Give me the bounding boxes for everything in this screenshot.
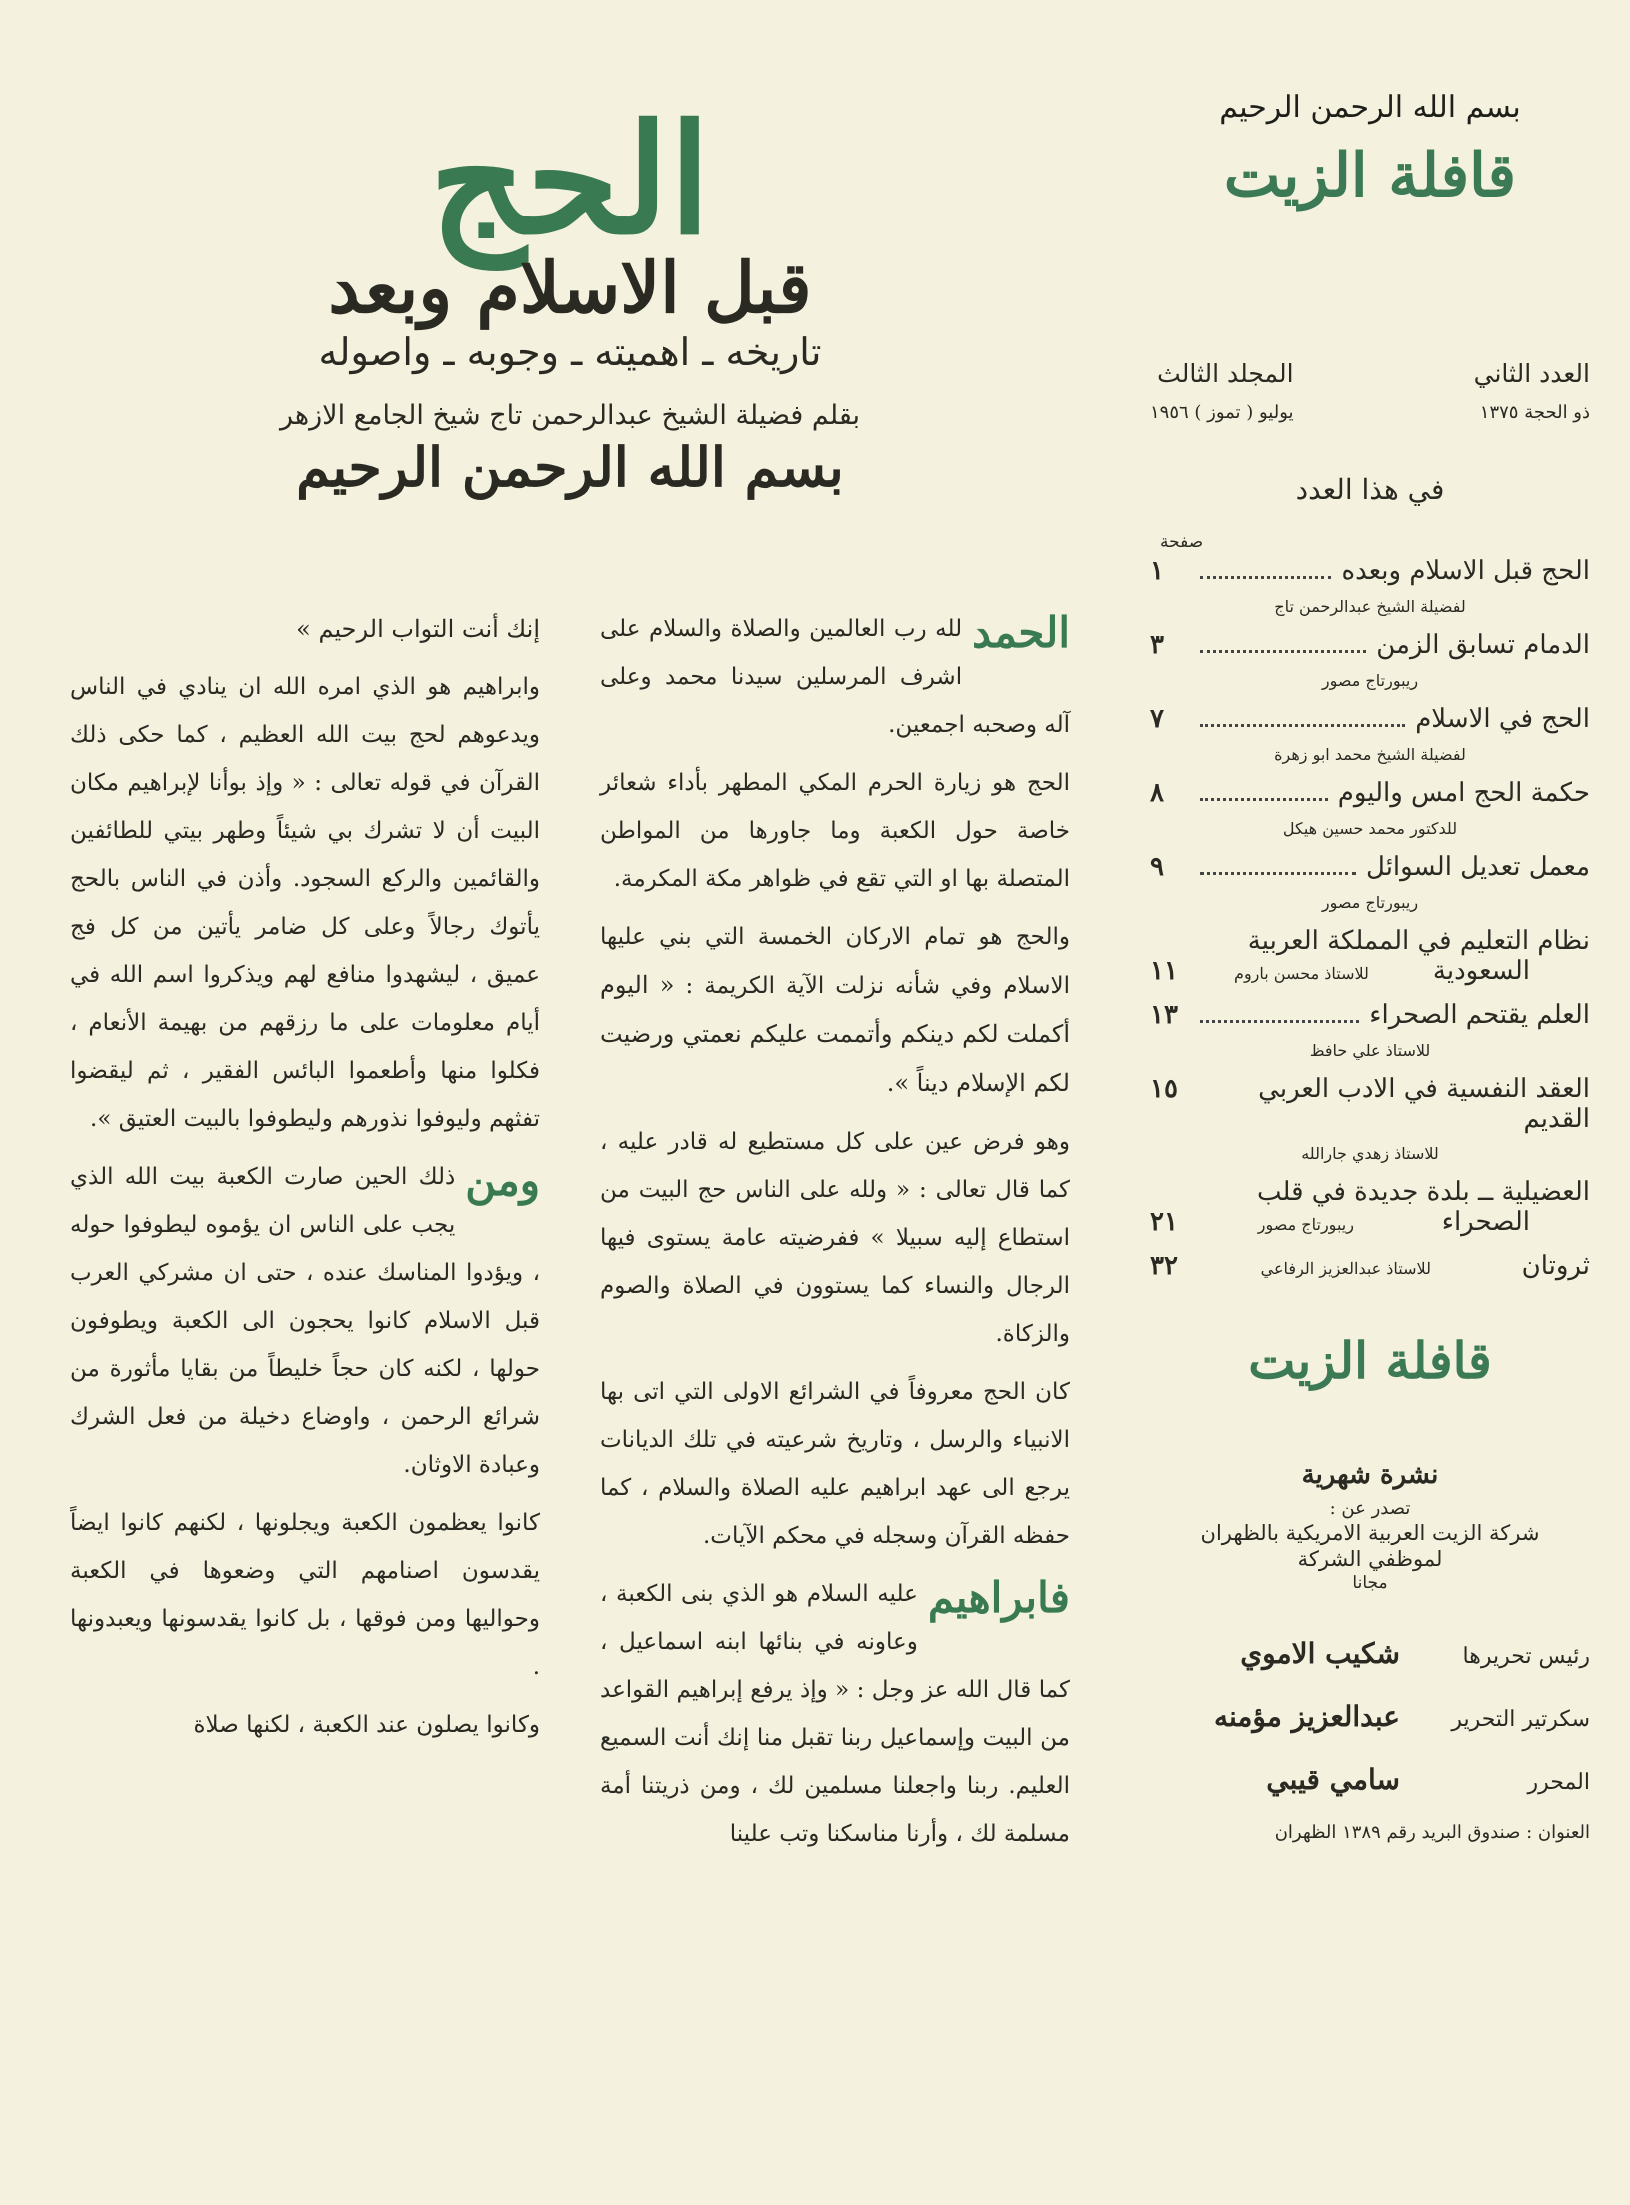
toc-title: ثروتان bbox=[1521, 1251, 1590, 1281]
lead-word: ومن bbox=[465, 1156, 540, 1205]
paragraph: وكانوا يصلون عند الكعبة ، لكنها صلاة bbox=[193, 1712, 540, 1738]
issue-info bbox=[1150, 359, 1590, 423]
toc-page: ٢١ bbox=[1150, 1207, 1178, 1237]
publisher-name: شركة الزيت العربية الامريكية بالظهران bbox=[1200, 1521, 1540, 1545]
toc-author: ريبورتاج مصور bbox=[1257, 1215, 1354, 1234]
magazine-title: قافلة الزيت bbox=[1223, 141, 1517, 211]
toc-page: ٧ bbox=[1150, 704, 1164, 734]
toc-page: ١٣ bbox=[1150, 1000, 1178, 1030]
quran-verse: إنك أنت التواب الرحيم » bbox=[296, 615, 540, 643]
toc-title: العقد النفسية في الادب العربي القديم bbox=[1258, 1074, 1590, 1134]
magazine-title-secondary: قافلة الزيت bbox=[1248, 1331, 1492, 1390]
article-byline: بقلم فضيلة الشيخ عبدالرحمن تاج شيخ الجامع الازهر bbox=[280, 400, 860, 431]
toc-author: للاستاذ عبدالعزيز الرفاعي bbox=[1260, 1259, 1431, 1278]
quran-verse: « اليوم أكملت لكم دينكم وأتممت عليكم نعمتي ورضيت لكم الإسلام ديناً ». bbox=[600, 971, 1070, 1097]
toc-item bbox=[1150, 1074, 1590, 1163]
toc-page: ١٥ bbox=[1150, 1074, 1178, 1104]
staff-role: سكرتير التحرير bbox=[1451, 1707, 1590, 1732]
toc-page: ١١ bbox=[1150, 956, 1178, 986]
paragraph: وابراهيم هو الذي امره الله ان ينادي في الناس ويدعوهم لحج بيت الله العظيم ، كما حكى ذلك القرآن في قوله تعالى : « وإذ بوأنا لإبراهيم مكان البيت أن لا تشرك بي شيئاً وطهر بيتي للطائفين والقائمين والركع السجود. وأذن في الناس بالحج يأتوك رجالاً وعلى كل ضامر يأتين من كل فج عميق ، ليشهدوا منافع لهم ويذكروا اسم الله في أيام معلومات على ما رزقهم من بهيمة الأنعام ، فكلوا منها وأطعموا البائس الفقير ، ثم ليقضوا تفثهم وليوفوا نذورهم وليطوفوا بالبيت العتيق ». bbox=[70, 674, 540, 1132]
volume-label: المجلد الثالث bbox=[1157, 359, 1294, 388]
toc-title-cont: الصحراء bbox=[1441, 1207, 1530, 1237]
toc-item bbox=[1150, 630, 1590, 690]
staff-name: شكيب الاموي bbox=[1240, 1637, 1400, 1670]
toc-title: الحج قبل الاسلام وبعده bbox=[1341, 556, 1590, 586]
toc-item bbox=[1150, 1251, 1590, 1281]
paragraph-text: عليه السلام هو الذي بنى الكعبة ، وعاونه في بنائها ابنه اسماعيل ، كما قال الله عز وجل : « وإذ يرفع إبراهيم القواعد من البيت وإسماعيل ربنا تقبل منا إنك أنت السميع العليم. ربنا واجعلنا مسلمين لك ، ومن ذريتنا أمة مسلمة لك ، وأرنا مناسكنا وتب علينا bbox=[600, 1581, 1070, 1847]
paragraph: وهو فرض عين على كل مستطيع له قادر عليه ، كما قال تعالى : « ولله على الناس حج البيت من استطاع إليه سبيلا » ففرضيته عامة يستوى فيها الرجال والنساء كما يستوون في الصلاة والصوم والزكاة. bbox=[600, 1129, 1070, 1347]
paragraph: الحج هو زيارة الحرم المكي المطهر بأداء شعائر خاصة حول الكعبة وما جاورها من المواطن المتصلة بها او التي تقع في ظواهر مكة المكرمة. bbox=[600, 770, 1070, 892]
paragraph-text: والحج هو تمام الاركان الخمسة التي بني عليها الاسلام وفي شأنه نزلت الآية الكريمة : bbox=[600, 924, 1070, 999]
masthead-sidebar bbox=[1150, 90, 1590, 1843]
article-columns bbox=[70, 605, 1070, 2205]
toc-heading: في هذا العدد bbox=[1295, 473, 1445, 506]
toc-author: ريبورتاج مصور bbox=[1321, 893, 1419, 912]
toc-title: نظام التعليم في المملكة العربية bbox=[1247, 926, 1590, 956]
table-of-contents bbox=[1150, 556, 1590, 1281]
toc-item bbox=[1150, 778, 1590, 838]
paragraph-text: لله رب العالمين والصلاة والسلام على اشرف المرسلين سيدنا محمد وعلى آله وصحبه اجمعين. bbox=[600, 616, 1070, 738]
paragraph bbox=[600, 1570, 1070, 1858]
staff-row bbox=[1150, 1700, 1590, 1733]
paragraph bbox=[70, 1153, 540, 1489]
postal-address: العنوان : صندوق البريد رقم ١٣٨٩ الظهران bbox=[1274, 1822, 1590, 1843]
lead-word: الحمد bbox=[972, 608, 1070, 657]
publication-type: نشرة شهرية bbox=[1301, 1460, 1439, 1490]
article-tagline: تاريخه ـ اهميته ـ وجوبه ـ واصوله bbox=[318, 330, 822, 374]
paragraph bbox=[600, 605, 1070, 749]
toc-page: ١ bbox=[1150, 556, 1164, 586]
article-column-right bbox=[600, 605, 1070, 1868]
toc-author: لفضيلة الشيخ محمد ابو زهرة bbox=[1274, 745, 1466, 764]
hijri-date: ذو الحجة ١٣٧٥ bbox=[1479, 402, 1590, 423]
article-column-left bbox=[70, 605, 540, 1759]
toc-author: لفضيلة الشيخ عبدالرحمن تاج bbox=[1274, 597, 1466, 616]
toc-page-label: صفحة bbox=[1160, 532, 1204, 552]
publisher-audience: لموظفي الشركة bbox=[1297, 1547, 1443, 1571]
toc-title: العلم يقتحم الصحراء bbox=[1369, 1000, 1590, 1030]
toc-item bbox=[1150, 1177, 1590, 1237]
toc-page: ٣ bbox=[1150, 630, 1164, 660]
toc-title: الدمام تسابق الزمن bbox=[1376, 630, 1590, 660]
paragraph: كان الحج معروفاً في الشرائع الاولى التي اتى بها الانبياء والرسل ، وتاريخ شرعيته في تلك الديانات يرجع الى عهد ابراهيم عليه الصلاة والسلام ، كما حفظه القرآن وسجله في محكم الآيات. bbox=[600, 1379, 1070, 1549]
toc-title: العضيلية ــ بلدة جديدة في قلب bbox=[1256, 1177, 1590, 1207]
toc-page: ٣٢ bbox=[1150, 1251, 1178, 1281]
staff-row bbox=[1150, 1637, 1590, 1670]
toc-title: معمل تعديل السوائل bbox=[1366, 852, 1590, 882]
paragraph: كانوا يعظمون الكعبة ويجلونها ، لكنهم كانوا ايضاً يقدسون اصنامهم التي وضعوها في الكعبة وحواليها ومن فوقها ، بل كانوا يقدسونها ويعبدونها . bbox=[70, 1510, 540, 1680]
staff-row bbox=[1150, 1763, 1590, 1796]
staff-role: رئيس تحريرها bbox=[1462, 1644, 1590, 1669]
toc-author: للدكتور محمد حسين هيكل bbox=[1282, 819, 1458, 838]
publication-price: مجانا bbox=[1352, 1573, 1388, 1593]
publication-issued-by: تصدر عن : bbox=[1329, 1498, 1411, 1519]
lead-word: فابراهيم bbox=[927, 1573, 1070, 1622]
toc-author: للاستاذ محسن باروم bbox=[1234, 964, 1369, 983]
toc-title: حكمة الحج امس واليوم bbox=[1337, 778, 1590, 808]
toc-item bbox=[1150, 926, 1590, 986]
toc-item bbox=[1150, 1000, 1590, 1060]
toc-item bbox=[1150, 704, 1590, 764]
editorial-staff bbox=[1150, 1637, 1590, 1796]
toc-page: ٩ bbox=[1150, 852, 1164, 882]
staff-name: سامي قيبي bbox=[1266, 1763, 1400, 1796]
toc-author: للاستاذ علي حافظ bbox=[1309, 1041, 1431, 1060]
article-subtitle: قبل الاسلام وبعد bbox=[328, 246, 812, 329]
article-basmala: بسم الله الرحمن الرحيم bbox=[296, 435, 844, 499]
staff-role: المحرر bbox=[1527, 1770, 1590, 1795]
gregorian-date: يوليو ( تموز ) ١٩٥٦ bbox=[1150, 402, 1294, 423]
publication-info bbox=[1150, 1460, 1590, 1593]
toc-title: الحج في الاسلام bbox=[1415, 704, 1590, 734]
toc-author: للاستاذ زهدي جارالله bbox=[1301, 1144, 1439, 1163]
toc-author: ريبورتاج مصور bbox=[1321, 671, 1419, 690]
paragraph-text: ذلك الحين صارت الكعبة بيت الله الذي يجب على الناس ان يؤموه ليطوفوا حوله ، ويؤدوا المناسك عنده ، حتى ان مشركي العرب قبل الاسلام كانوا يحجون الى الكعبة ويطوفون حولها ، لكنه كان حجاً خليطاً من بقايا مأثورة من شرائع الرحمن ، واوضاع دخيلة من فعل الشرك وعبادة الاوثان. bbox=[70, 1164, 540, 1478]
staff-name: عبدالعزيز مؤمنه bbox=[1213, 1700, 1400, 1733]
toc-page: ٨ bbox=[1150, 778, 1164, 808]
toc-title-cont: السعودية bbox=[1432, 956, 1530, 986]
toc-item bbox=[1150, 852, 1590, 912]
article-title: الحج bbox=[429, 92, 711, 268]
toc-item bbox=[1150, 556, 1590, 616]
sidebar-basmala: بسم الله الرحمن الرحيم bbox=[1219, 90, 1521, 125]
issue-label: العدد الثاني bbox=[1473, 359, 1590, 388]
main-article bbox=[70, 92, 1070, 1847]
paragraph bbox=[600, 913, 1070, 1108]
